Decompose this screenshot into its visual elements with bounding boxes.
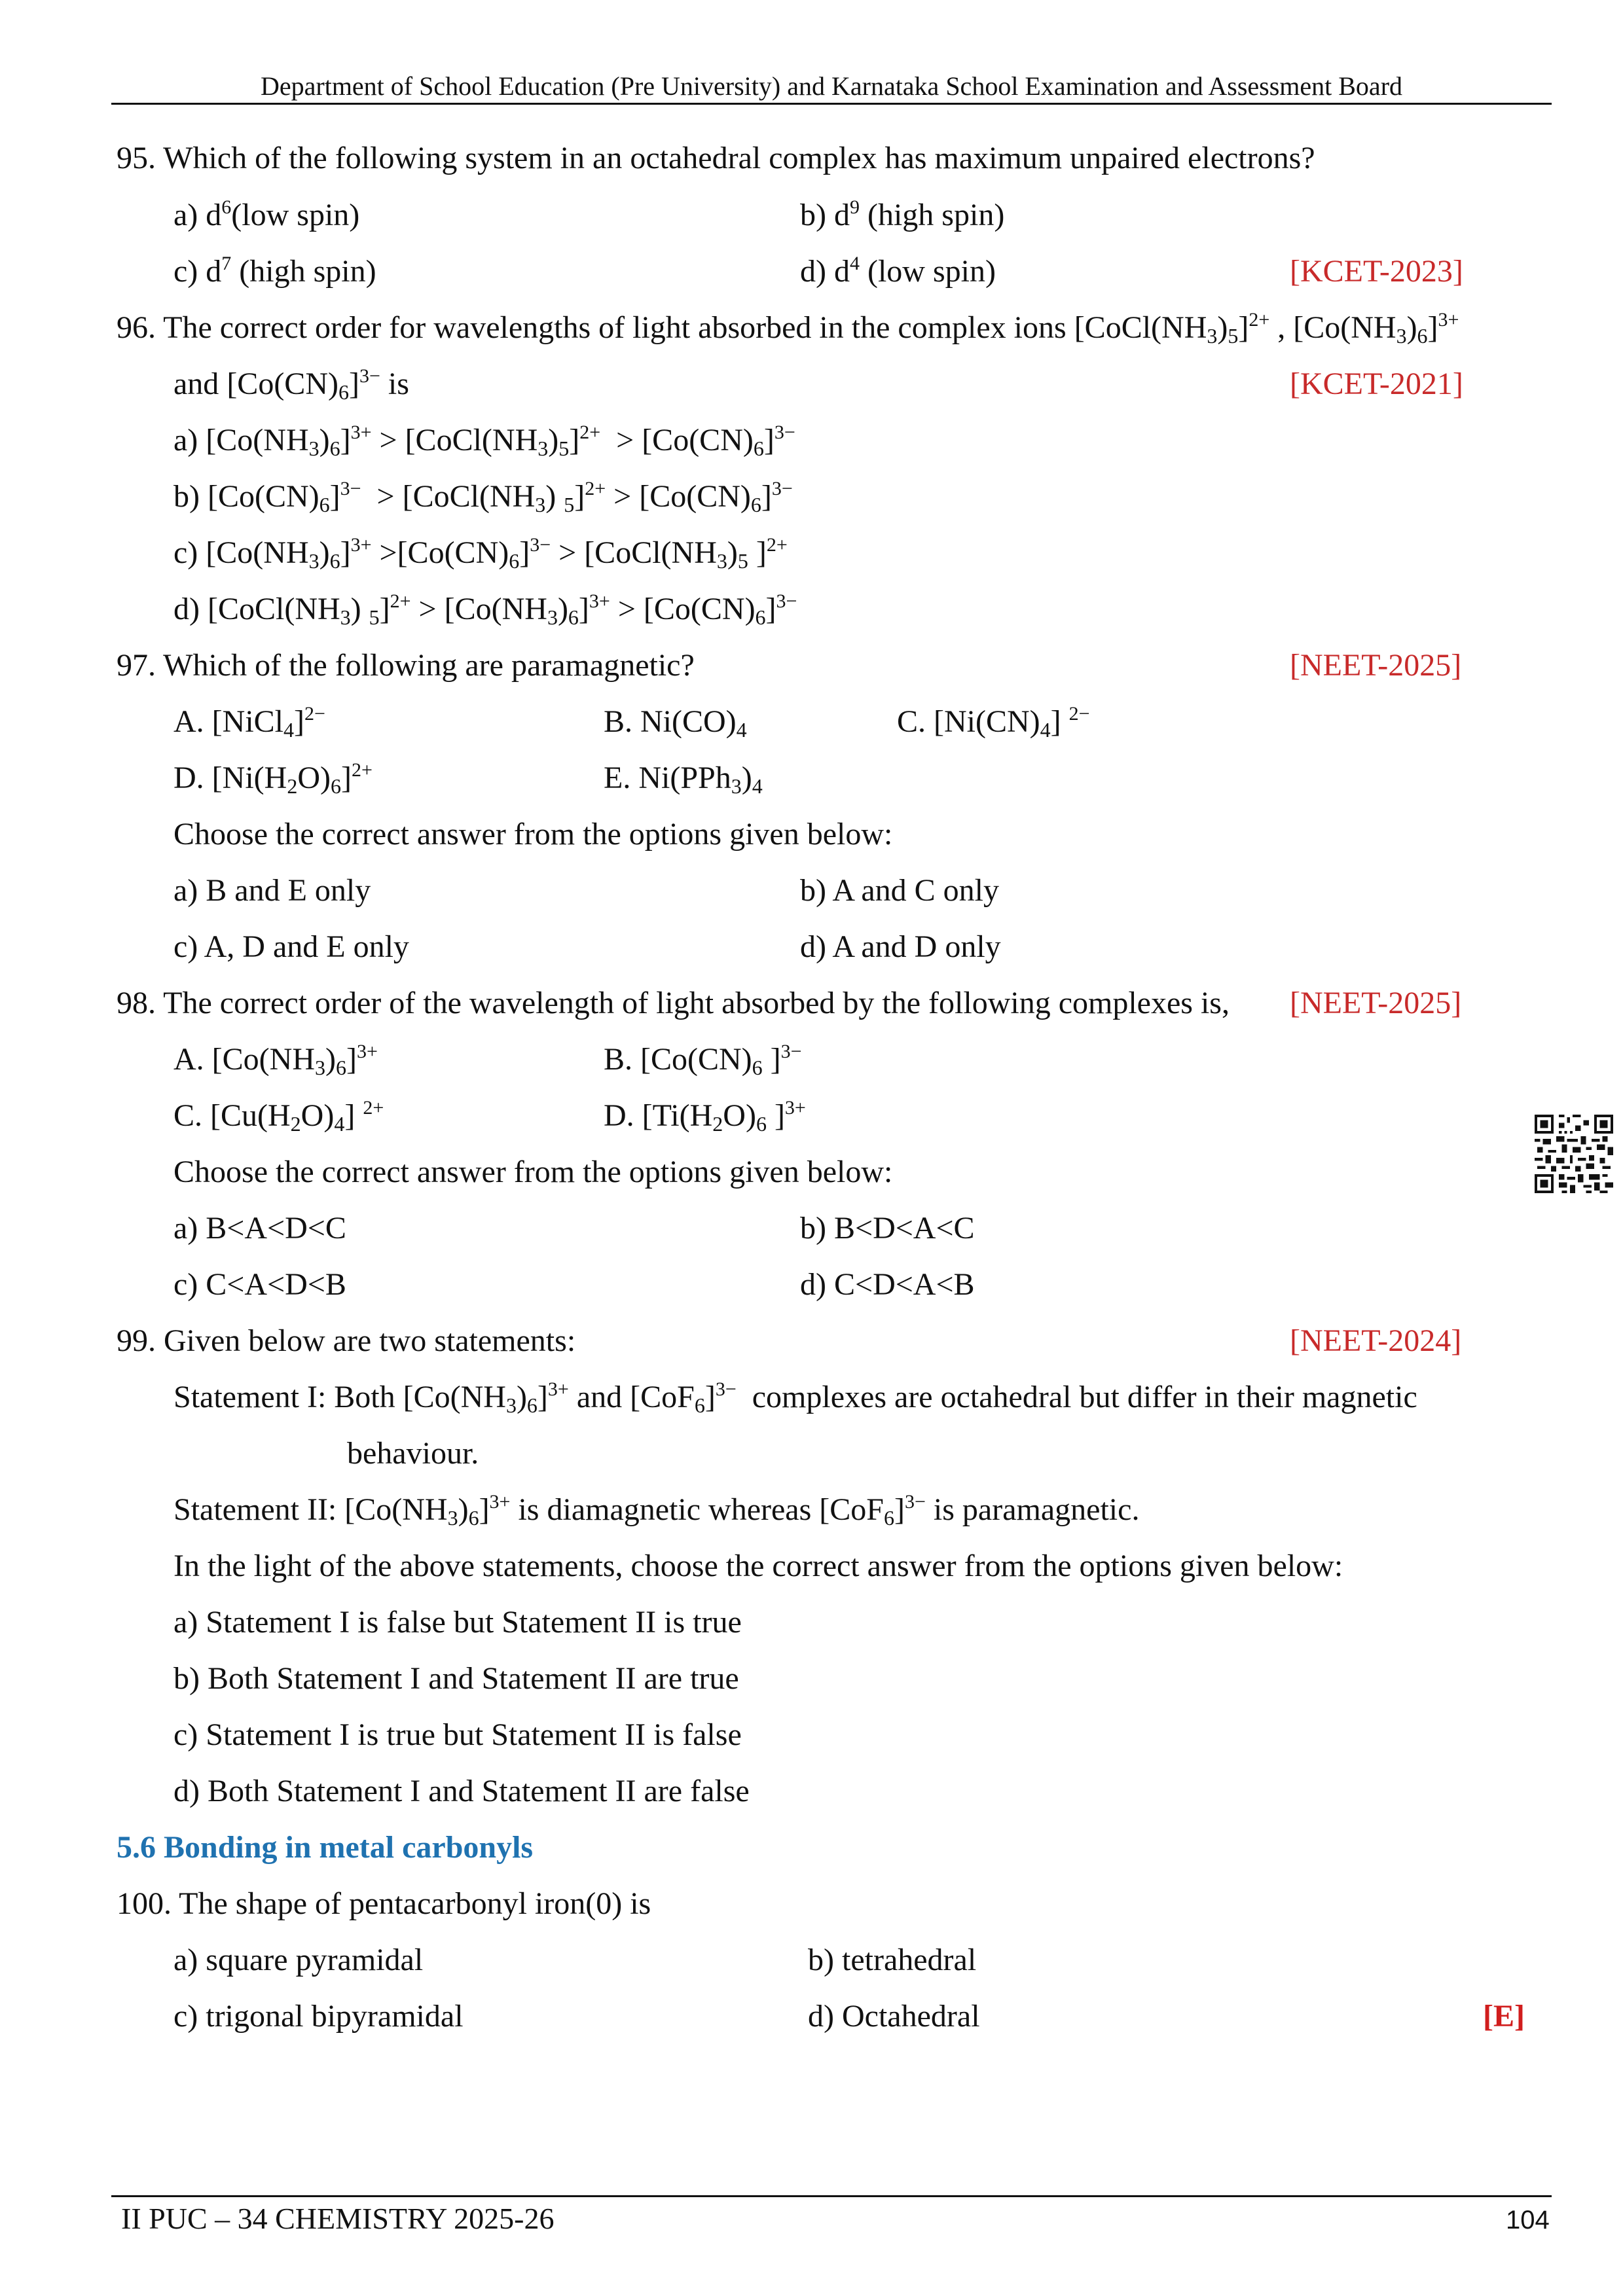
footer-divider [111,2195,1552,2197]
q98-option-d: d) C<D<A<B [800,1267,975,1302]
q99-statement-1: Statement I: Both $[Co(NH_3)_6]^{3+}$ and $[CoF_6]^{3-}$ complexes are octahedral but differ in their magnetic [173,1378,1417,1417]
q98-option-c: c) C<A<D<B [173,1267,346,1302]
qr-code-icon [1535,1115,1613,1193]
q98-item-D: D. [$Ti(H_2O)_6$ ]$^{3+}$ [604,1097,806,1136]
footer-course-title: II PUC – 34 CHEMISTRY 2025-26 [121,2202,555,2235]
q99-option-c: c) Statement I is true but Statement II is false [173,1717,742,1752]
q99-option-a: a) Statement I is false but Statement II is true [173,1605,742,1640]
q96-question: 96. The correct order for wavelengths of light absorbed in the complex ions $[CoCl(NH_3)_5]^{2+}$ , $[Co(NH_3)_6]^{3+}$ [117,309,1459,348]
q99-exam-tag: [NEET-2024] [1290,1323,1462,1358]
q97-option-c: c) A, D and E only [173,929,409,964]
q98-instruction: Choose the correct answer from the options given below: [173,1155,893,1189]
section-heading: 5.6 Bonding in metal carbonyls [117,1830,534,1865]
q99-option-b: b) Both Statement I and Statement II are true [173,1661,739,1696]
q100-option-c: c) trigonal bipyramidal [173,1999,464,2034]
q99-instruction: In the light of the above statements, choose the correct answer from the options given below: [173,1549,1343,1583]
q95-option-c: c) $d^7$ (high spin) [173,253,376,289]
q96-option-d: d) $[CoCl(NH_3) _5]^{2+} > [Co(NH_3)_6]^{3+} > [Co(CN)_6]^{3-}$ [173,590,797,629]
q98-option-a: a) B<A<D<C [173,1211,346,1246]
q100-exam-tag: [E] [1483,1999,1525,2034]
q100-option-a: a) square pyramidal [173,1943,424,1977]
q100-question: 100. The shape of pentacarbonyl iron(0) is [117,1886,651,1921]
q97-item-E: E. $Ni(PPh_3)_4$ [604,761,763,798]
q98-question: 98. The correct order of the wavelength of light absorbed by the following complexes is, [117,986,1230,1020]
q95-question: 95. Which of the following system in an octahedral complex has maximum unpaired electrons? [117,141,1315,175]
q100-option-d: d) Octahedral [808,1999,980,2034]
q98-item-B: B. [$Co(CN)_6$ ]$^{3-}$ [604,1041,802,1079]
q99-option-d: d) Both Statement I and Statement II are false [173,1774,750,1808]
q95-option-d: d) $d^4$ (low spin) [800,253,996,289]
q96-exam-tag: [KCET-2021] [1290,367,1463,401]
q97-item-A: A. [NiCl$_4$]$^{2-}$ [173,703,325,742]
q98-exam-tag: [NEET-2025] [1290,986,1462,1020]
header-divider [111,103,1552,105]
q95-option-a: a) $d^6(low$ spin) [173,196,360,232]
q98-option-b: b) B<D<A<C [800,1211,975,1246]
q100-option-b: b) tetrahedral [808,1943,977,1977]
q95-option-b: b) $d^9$ (high spin) [800,196,1005,232]
q97-option-b: b) A and C only [800,873,1000,908]
q97-question: 97. Which of the following are paramagnetic? [117,648,695,683]
q99-question: 99. Given below are two statements: [117,1323,576,1358]
q97-item-D: D. $[Ni(H_2O)_6]^{2+}$ [173,759,373,798]
q97-item-C: C. $[Ni(CN)_4]$ $^{2-}$ [897,703,1090,742]
q96-question-cont: and $[Co(CN)_6]^{3-}$ is [173,365,409,404]
q96-option-a: a) $[Co(NH_3)_6]^{3+}$ > $[CoCl(NH_3)_5]^{2+} > [Co(CN)_6]^{3-}$ [173,422,795,460]
q97-instruction: Choose the correct answer from the options given below: [173,817,893,852]
q98-item-C: C. $[Cu(H_2O)_4]$ $^{2+}$ [173,1097,384,1136]
q99-statement-1-cont: behaviour. [347,1436,479,1471]
q98-item-A: A. $[Co(NH_3)_6]^{3+}$ [173,1041,378,1079]
q97-item-B: B. $Ni(CO)_4$ [604,704,747,742]
page-header: Department of School Education (Pre University) and Karnataka School Examination and Assessment Board [260,71,1403,101]
q95-exam-tag: [KCET-2023] [1290,254,1463,289]
q97-option-d: d) A and D only [800,929,1001,964]
q96-option-b: b) $[Co(CN)_6]^{3-}$ > $[CoCl(NH_3) _5]^{2+} > [Co(CN)_6]^{3-}$ [173,478,793,516]
q97-exam-tag: [NEET-2025] [1290,648,1462,683]
q97-option-a: a) B and E only [173,873,371,908]
q96-option-c: c) $[Co(NH_3)_6]^{3+} >[Co(CN)_6]^{3-}$ > [$CoCl(NH_3)_5$ ]$^{2+}$ [173,534,788,573]
page-number: 104 [1506,2206,1550,2234]
q99-statement-2: Statement II: $[Co(NH_3)_6]^{3+}$ is diamagnetic whereas $[CoF_6]^{3-}$ is paramagnetic. [173,1491,1140,1530]
